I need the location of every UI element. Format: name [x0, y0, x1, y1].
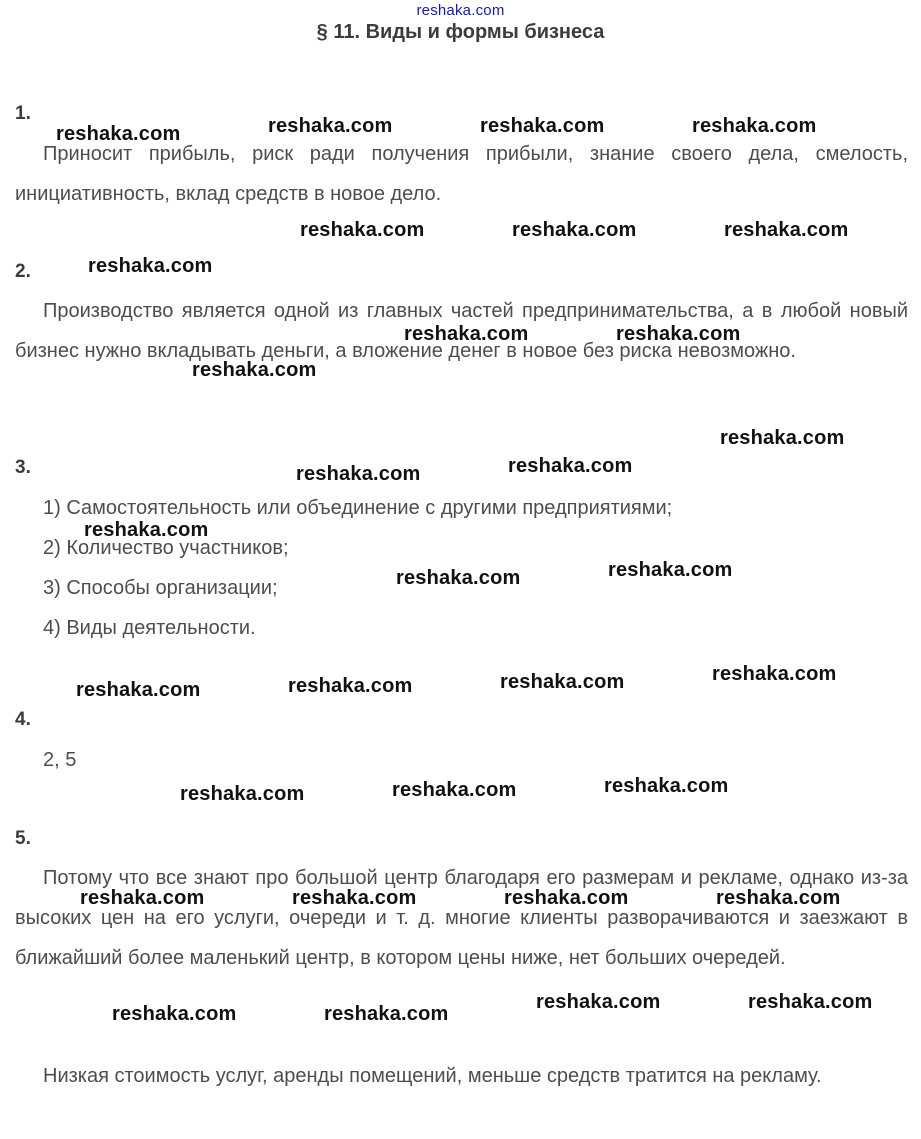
watermark: reshaka.com [192, 359, 317, 381]
watermark: reshaka.com [512, 219, 637, 241]
watermark: reshaka.com [112, 1003, 237, 1025]
watermark: reshaka.com [296, 463, 421, 485]
watermark: reshaka.com [712, 663, 837, 685]
question-1-number: 1. [15, 103, 31, 124]
watermark: reshaka.com [80, 887, 205, 909]
watermark: reshaka.com [84, 519, 209, 541]
watermark: reshaka.com [76, 679, 201, 701]
question-3-item: 4) Виды деятельности. [43, 617, 256, 639]
watermark: reshaka.com [88, 255, 213, 277]
site-header-watermark: reshaka.com [416, 2, 505, 19]
watermark: reshaka.com [608, 559, 733, 581]
watermark: reshaka.com [500, 671, 625, 693]
question-2-answer: Производство является одной из главных частей предпринимательства, а в любой новый бизнес нужно вкладывать деньги, а вложение денег в новое без риска невозможно. [15, 300, 908, 362]
watermark: reshaka.com [480, 115, 605, 137]
watermark: reshaka.com [324, 1003, 449, 1025]
watermark: reshaka.com [604, 775, 729, 797]
watermark: reshaka.com [508, 455, 633, 477]
watermark: reshaka.com [504, 887, 629, 909]
watermark: reshaka.com [392, 779, 517, 801]
watermark: reshaka.com [616, 323, 741, 345]
watermark: reshaka.com [692, 115, 817, 137]
question-2-number: 2. [15, 261, 31, 282]
question-5-answer: Потому что все знают про большой центр благодаря его размерам и рекламе, однако из-за высоких цен на его услуги, очереди и т. д. многие клиенты разворачиваются и заезжают в ближайший более маленький центр, в котором цены ниже, нет больших очередей. [15, 867, 908, 969]
watermark: reshaka.com [288, 675, 413, 697]
question-4-number: 4. [15, 709, 31, 730]
watermark: reshaka.com [748, 991, 873, 1013]
question-4-answer: 2, 5 [43, 749, 77, 771]
watermark: reshaka.com [292, 887, 417, 909]
watermark: reshaka.com [404, 323, 529, 345]
watermark: reshaka.com [268, 115, 393, 137]
watermark: reshaka.com [396, 567, 521, 589]
question-5-number: 5. [15, 828, 31, 849]
watermark: reshaka.com [536, 991, 661, 1013]
watermark: reshaka.com [716, 887, 841, 909]
watermark: reshaka.com [180, 783, 305, 805]
watermark: reshaka.com [300, 219, 425, 241]
watermark: reshaka.com [56, 123, 181, 145]
watermark: reshaka.com [724, 219, 849, 241]
question-3-item: 3) Способы организации; [43, 577, 278, 599]
question-3-number: 3. [15, 457, 31, 478]
question-5-answer-2: Низкая стоимость услуг, аренды помещений, меньше средств тратится на рекламу. [43, 1065, 822, 1087]
question-1-answer: Приносит прибыль, риск ради получения прибыли, знание своего дела, смелость, инициативность, вклад средств в новое дело. [15, 143, 908, 205]
question-3-item: 1) Самостоятельность или объединение с другими предприятиями; [43, 497, 673, 519]
question-3-item: 2) Количество участников; [43, 537, 289, 559]
watermark: reshaka.com [720, 427, 845, 449]
page-title: § 11. Виды и формы бизнеса [316, 21, 605, 43]
